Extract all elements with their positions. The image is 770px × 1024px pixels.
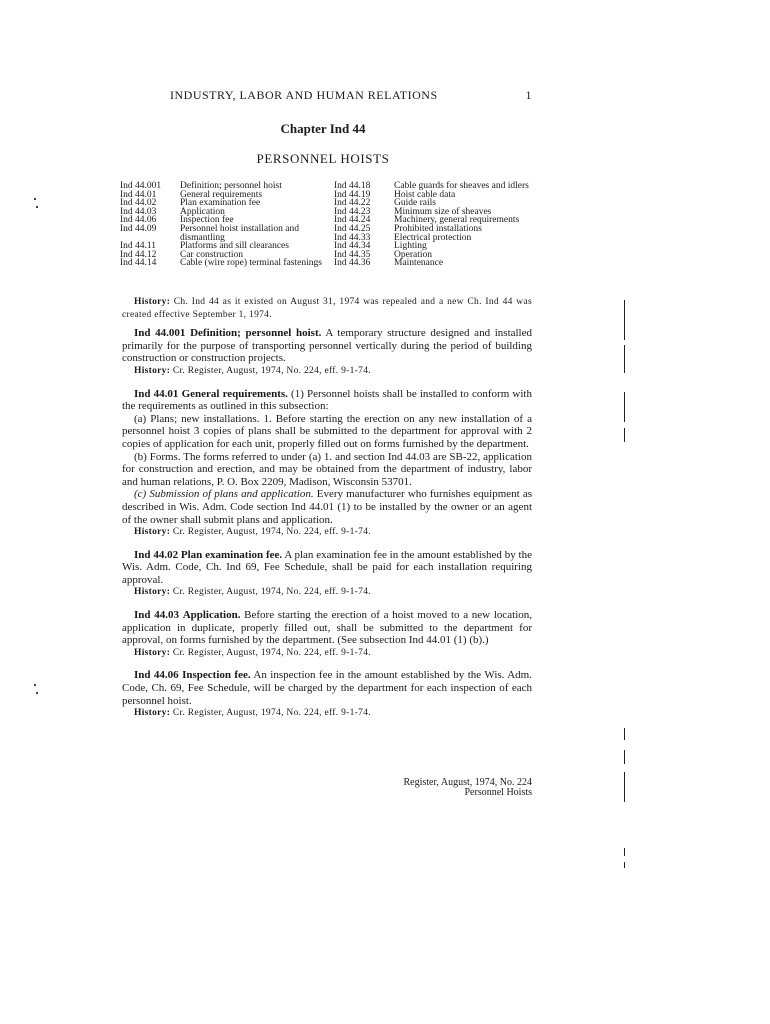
revision-bar: [624, 862, 625, 868]
paragraph-c-label: (c) Submission of plans and application.: [134, 488, 314, 501]
section-number: Ind 44.001: [134, 327, 186, 340]
history-label: History:: [134, 647, 171, 658]
page-footer: [300, 778, 532, 798]
toc-section-number: Ind 44.01: [120, 189, 157, 200]
toc-section-title: Cable (wire rope) terminal fastenings: [180, 258, 322, 269]
toc-section-number: Ind 44.23: [334, 206, 371, 217]
history-text: Cr. Register, August, 1974, No. 224, eff. 9-1-74.: [172, 365, 371, 376]
section-heading: Definition; personnel hoist.: [190, 327, 322, 340]
toc-section-title: Guide rails: [394, 198, 436, 209]
history-label: History:: [134, 365, 171, 376]
table-of-contents-left: [120, 182, 325, 268]
toc-section-number: Ind 44.34: [334, 241, 371, 252]
toc-section-number: Ind 44.36: [334, 258, 371, 269]
toc-section-title: Application: [180, 206, 225, 217]
section-heading: Application.: [182, 609, 241, 622]
toc-section-title: Inspection fee: [180, 215, 234, 226]
revision-bar: [624, 428, 625, 442]
toc-section-title: Hoist cable data: [394, 189, 456, 200]
section-text: Before starting the erection of a hoist moved to a new location, application in duplicate, properly filled out, shall be submitted to the department for approval, on forms furnished by the department. (See subsection Ind 44.01 (1) (b).): [122, 609, 532, 647]
scan-speck: [34, 198, 36, 200]
toc-section-number: Ind 44.35: [334, 249, 371, 260]
section-44-06: [122, 669, 532, 707]
toc-section-number: Ind 44.22: [334, 198, 371, 209]
toc-section-number: Ind 44.19: [334, 189, 371, 200]
section-text: An inspection fee in the amount established by the Wis. Adm. Code, Ch. 69, Fee Schedule, will be charged by the department for each inspection of each personnel hoist.: [122, 669, 532, 707]
toc-section-title: Platforms and sill clearances: [180, 241, 289, 252]
table-of-contents-right: [334, 182, 534, 268]
toc-section-title: Operation: [394, 249, 432, 260]
toc-section-title: Maintenance: [394, 258, 444, 269]
toc-section-title: Minimum size of sheaves: [394, 206, 492, 217]
section-number: Ind 44.03: [134, 609, 179, 622]
chapter-title: Chapter Ind 44: [280, 121, 366, 136]
section-history: [122, 526, 532, 539]
paragraph-a: (a) Plans; new installations. 1. Before starting the erection on any new installation of a personnel hoist 3 copies of plans shall be submitted to the department for approval with 2 copies of application for each unit, properly filled out on forms furnished by the department.: [122, 412, 532, 450]
history-label: History:: [134, 297, 171, 307]
section-heading: Inspection fee.: [182, 669, 251, 682]
toc-section-title: Definition; personnel hoist: [180, 181, 282, 191]
toc-section-title: Plan examination fee: [180, 198, 261, 209]
toc-section-title: Car construction: [180, 249, 244, 260]
section-history: [122, 647, 532, 660]
scan-speck: [36, 692, 38, 694]
scan-speck: [36, 206, 38, 208]
footer-register: Register, August, 1974, No. 224: [403, 777, 532, 788]
paragraph-c: [122, 488, 532, 526]
chapter-subtitle: PERSONNEL HOISTS: [256, 151, 390, 166]
toc-section-number: Ind 44.02: [120, 198, 157, 209]
toc-section-number: Ind 44.25: [334, 223, 371, 234]
toc-section-title: Personnel hoist installation and dismantling: [180, 223, 300, 243]
toc-section-title: Cable guards for sheaves and idlers: [394, 181, 529, 191]
section-44-01: [122, 388, 532, 413]
section-history: [122, 586, 532, 599]
toc-entry: [334, 259, 534, 268]
chapter-body: [122, 296, 532, 720]
toc-section-number: Ind 44.09: [120, 223, 157, 234]
toc-section-number: Ind 44.03: [120, 206, 157, 217]
toc-entry: [120, 225, 325, 242]
toc-section-number: Ind 44.12: [120, 249, 157, 260]
section-44-001: [122, 327, 532, 365]
history-label: History:: [134, 527, 171, 538]
revision-bar: [624, 848, 625, 856]
section-heading: General requirements.: [181, 387, 288, 400]
section-number: Ind 44.01: [134, 387, 179, 400]
running-head-title: INDUSTRY, LABOR AND HUMAN RELATIONS: [170, 88, 438, 102]
paragraph-c-text: Every manufacturer who furnishes equipment as described in Wis. Adm. Code section Ind 44.01 (1) to be installed by the owner or an agent of the owner shall submit plans and application.: [122, 488, 533, 526]
toc-section-number: Ind 44.06: [120, 215, 157, 226]
history-text: Ch. Ind 44 as it existed on August 31, 1974 was repealed and a new Ch. Ind 44 was created effective September 1, 1974.: [122, 297, 532, 320]
toc-section-number: Ind 44.11: [120, 241, 157, 252]
revision-bar: [624, 345, 625, 373]
toc-section-title: Lighting: [394, 241, 427, 252]
history-text: Cr. Register, August, 1974, No. 224, eff. 9-1-74.: [172, 527, 371, 538]
revision-bar: [624, 300, 625, 340]
toc-section-number: Ind 44.24: [334, 215, 371, 226]
section-heading: Plan examination fee.: [180, 548, 283, 561]
page-number: 1: [525, 88, 532, 102]
section-history: [122, 365, 532, 378]
section-text: A temporary structure designed and installed primarily for the purpose of transporting personnel vertically during the period of building construction or construction projects.: [122, 327, 532, 365]
revision-bar: [624, 392, 625, 422]
history-text: Cr. Register, August, 1974, No. 224, eff. 9-1-74.: [172, 587, 371, 598]
chapter-history-note: [122, 296, 532, 321]
toc-section-number: Ind 44.14: [120, 258, 157, 269]
toc-entry: [120, 259, 325, 268]
history-label: History:: [134, 708, 171, 719]
revision-bar: [624, 772, 625, 802]
scan-speck: [34, 684, 36, 686]
section-text: A plan examination fee in the amount established by the Wis. Adm. Code, Ch. Ind 69, Fee Schedule, shall be paid for each installation requiring approval.: [122, 548, 532, 586]
toc-section-number: Ind 44.33: [334, 232, 371, 243]
toc-section-title: Prohibited installations: [394, 223, 482, 234]
footer-subject: Personnel Hoists: [464, 787, 532, 798]
history-text: Cr. Register, August, 1974, No. 224, eff. 9-1-74.: [172, 647, 371, 658]
section-number: Ind 44.06: [134, 669, 179, 682]
history-text: Cr. Register, August, 1974, No. 224, eff. 9-1-74.: [172, 708, 371, 719]
toc-section-number: Ind 44.18: [334, 181, 371, 191]
toc-section-title: Machinery, general requirements: [394, 215, 520, 226]
revision-bar: [624, 750, 625, 764]
toc-section-title: Electrical protection: [394, 232, 472, 243]
section-text: (1) Personnel hoists shall be installed to conform with the requirements as outlined in this subsection:: [122, 387, 532, 413]
toc-section-title: General requirements: [180, 189, 263, 200]
section-44-02: [122, 549, 532, 587]
revision-bar: [624, 728, 625, 740]
section-number: Ind 44.02: [134, 548, 179, 561]
section-history: [122, 707, 532, 720]
section-44-03: [122, 609, 532, 647]
history-label: History:: [134, 587, 171, 598]
paragraph-b: (b) Forms. The forms referred to under (a) 1. and section Ind 44.03 are SB-22, application for construction and erection, and may be obtained from the department of industry, labor and human relations, P. O. Box 2209, Madison, Wisconsin 53701.: [122, 450, 532, 488]
toc-section-number: Ind 44.001: [120, 181, 162, 191]
